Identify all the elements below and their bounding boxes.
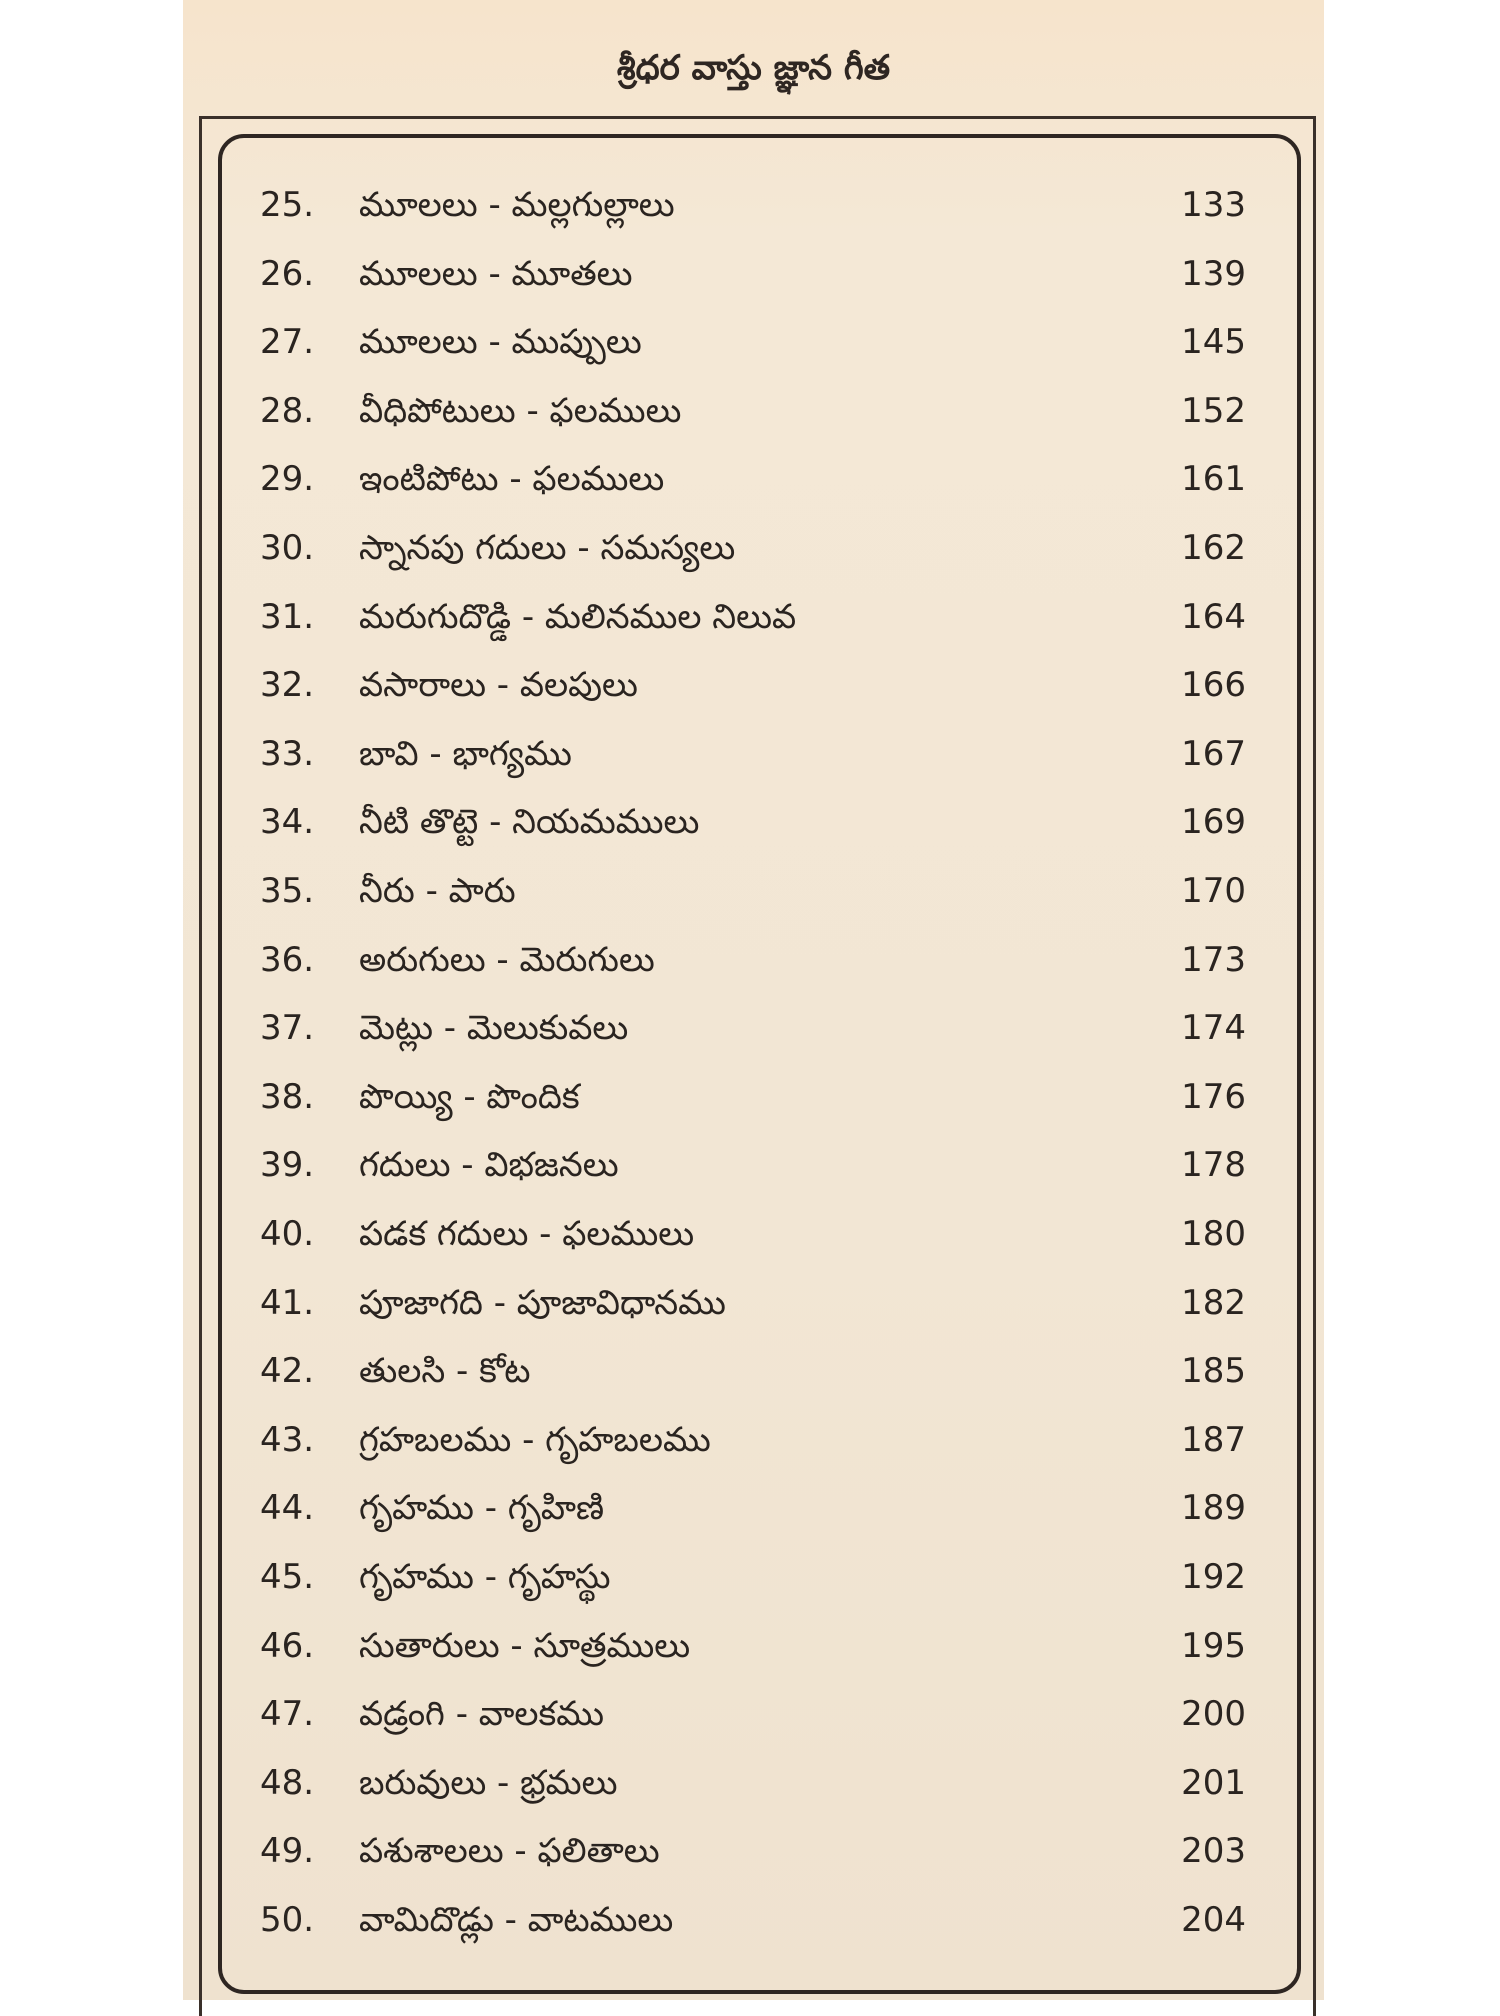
- toc-entry: [183, 1200, 1324, 1268]
- toc-page-number: 162: [1181, 528, 1246, 568]
- toc-entry: [183, 1269, 1324, 1337]
- toc-entry: [183, 651, 1324, 719]
- toc-number: 39.: [260, 1145, 315, 1186]
- toc-topic: మూలలు - ముప్పులు: [359, 322, 642, 363]
- toc-entry: [183, 857, 1324, 925]
- toc-topic: పొయ్యి - పొందిక: [359, 1076, 580, 1117]
- toc-entry: [183, 171, 1324, 239]
- toc-entry: [183, 788, 1324, 856]
- toc-entry: [183, 926, 1324, 994]
- toc-number: 38.: [260, 1076, 315, 1117]
- toc-page-number: 174: [1181, 1008, 1246, 1049]
- toc-entry: [183, 1406, 1324, 1474]
- toc-entry: [183, 1474, 1324, 1542]
- toc-page-number: 189: [1181, 1488, 1246, 1529]
- toc-page-number: 201: [1181, 1762, 1246, 1803]
- toc-entry: [183, 1817, 1324, 1885]
- toc-number: 34.: [260, 802, 315, 843]
- toc-page-number: 192: [1181, 1557, 1246, 1597]
- toc-number: 37.: [260, 1008, 315, 1049]
- toc-page-number: 176: [1181, 1076, 1246, 1117]
- toc-number: 49.: [260, 1831, 315, 1872]
- toc-page-number: 178: [1181, 1145, 1246, 1186]
- toc-topic: మూలలు - మూతలు: [359, 253, 633, 294]
- toc-page-number: 187: [1181, 1419, 1246, 1460]
- toc-topic: వామిదొడ్లు - వాటములు: [359, 1900, 674, 1940]
- toc-number: 35.: [260, 871, 315, 911]
- toc-entry: [183, 1680, 1324, 1748]
- toc-number: 25.: [260, 185, 315, 225]
- toc-number: 46.: [260, 1625, 315, 1666]
- toc-page-number: 133: [1181, 185, 1246, 225]
- toc-topic: మూలలు - మల్లగుల్లాలు: [359, 185, 675, 225]
- toc-topic: గ్రహబలము - గృహబలము: [359, 1419, 711, 1460]
- page-title: శ్రీధర వాస్తు జ్ఞాన గీత: [616, 48, 891, 88]
- toc-page-number: 145: [1181, 322, 1246, 363]
- toc-entry: [183, 1131, 1324, 1199]
- toc-number: 32.: [260, 665, 315, 706]
- toc-number: 42.: [260, 1351, 315, 1392]
- toc-topic: బావి - భాగ్యము: [359, 733, 572, 774]
- toc-topic: పూజాగది - పూజావిధానము: [359, 1282, 726, 1323]
- toc-entry: [183, 445, 1324, 513]
- toc-page-number: 185: [1181, 1351, 1246, 1392]
- toc-number: 40.: [260, 1214, 315, 1254]
- toc-number: 26.: [260, 253, 315, 294]
- toc-topic: గృహము - గృహస్థు: [359, 1557, 611, 1597]
- toc-page-number: 204: [1181, 1900, 1246, 1940]
- toc-page-number: 203: [1181, 1831, 1246, 1872]
- book-page: [183, 0, 1324, 2000]
- toc-entry: [183, 583, 1324, 651]
- toc-number: 31.: [260, 596, 315, 637]
- toc-number: 50.: [260, 1900, 315, 1940]
- toc-topic: బరువులు - భ్రమలు: [359, 1762, 618, 1803]
- toc-number: 41.: [260, 1282, 315, 1323]
- toc-entry: [183, 514, 1324, 582]
- toc-page-number: 195: [1181, 1625, 1246, 1666]
- toc-page-number: 200: [1181, 1694, 1246, 1735]
- toc-page-number: 182: [1181, 1282, 1246, 1323]
- toc-number: 27.: [260, 322, 315, 363]
- toc-page-number: 139: [1181, 253, 1246, 294]
- toc-topic: తులసి - కోట: [359, 1351, 531, 1392]
- toc-topic: అరుగులు - మెరుగులు: [359, 939, 655, 980]
- toc-topic: వడ్రంగి - వాలకము: [359, 1694, 604, 1735]
- toc-page-number: 173: [1181, 939, 1246, 980]
- toc-topic: మరుగుదొడ్డి - మలినముల నిలువ: [359, 596, 797, 637]
- toc-topic: ఇంటిపోటు - ఫలములు: [359, 459, 665, 500]
- toc-page-number: 164: [1181, 596, 1246, 637]
- toc-entry: [183, 240, 1324, 308]
- toc-number: 36.: [260, 939, 315, 980]
- toc-entry: [183, 720, 1324, 788]
- toc-page-number: 170: [1181, 871, 1246, 911]
- toc-entry: [183, 1612, 1324, 1680]
- toc-entry: [183, 377, 1324, 445]
- toc-topic: వీధిపోటులు - ఫలములు: [359, 390, 682, 431]
- toc-entry: [183, 1886, 1324, 1954]
- toc-topic: పడక గదులు - ఫలములు: [359, 1214, 695, 1254]
- toc-entry: [183, 1063, 1324, 1131]
- toc-entry: [183, 994, 1324, 1062]
- toc-topic: నీటి తొట్టె - నియమములు: [359, 802, 700, 843]
- toc-number: 44.: [260, 1488, 315, 1529]
- toc-topic: సుతారులు - సూత్రములు: [359, 1625, 691, 1666]
- toc-topic: నీరు - పారు: [359, 871, 516, 911]
- toc-entry: [183, 1749, 1324, 1817]
- toc-number: 33.: [260, 733, 315, 774]
- toc-entry: [183, 308, 1324, 376]
- toc-number: 48.: [260, 1762, 315, 1803]
- toc-topic: పశుశాలలు - ఫలితాలు: [359, 1831, 660, 1872]
- toc-page-number: 180: [1181, 1214, 1246, 1254]
- toc-number: 28.: [260, 390, 315, 431]
- toc-entry: [183, 1337, 1324, 1405]
- toc-page-number: 161: [1181, 459, 1246, 500]
- toc-topic: స్నానపు గదులు - సమస్యలు: [359, 528, 736, 568]
- toc-number: 45.: [260, 1557, 315, 1597]
- toc-entry: [183, 1543, 1324, 1611]
- toc-topic: గృహము - గృహిణి: [359, 1488, 605, 1529]
- toc-page-number: 152: [1181, 390, 1246, 431]
- toc-topic: వసారాలు - వలపులు: [359, 665, 638, 706]
- toc-number: 43.: [260, 1419, 315, 1460]
- toc-number: 29.: [260, 459, 315, 500]
- toc-number: 30.: [260, 528, 315, 568]
- toc-number: 47.: [260, 1694, 315, 1735]
- toc-topic: గదులు - విభజనలు: [359, 1145, 619, 1186]
- toc-topic: మెట్లు - మెలుకువలు: [359, 1008, 629, 1049]
- toc-page-number: 166: [1181, 665, 1246, 706]
- toc-page-number: 169: [1181, 802, 1246, 843]
- toc-page-number: 167: [1181, 733, 1246, 774]
